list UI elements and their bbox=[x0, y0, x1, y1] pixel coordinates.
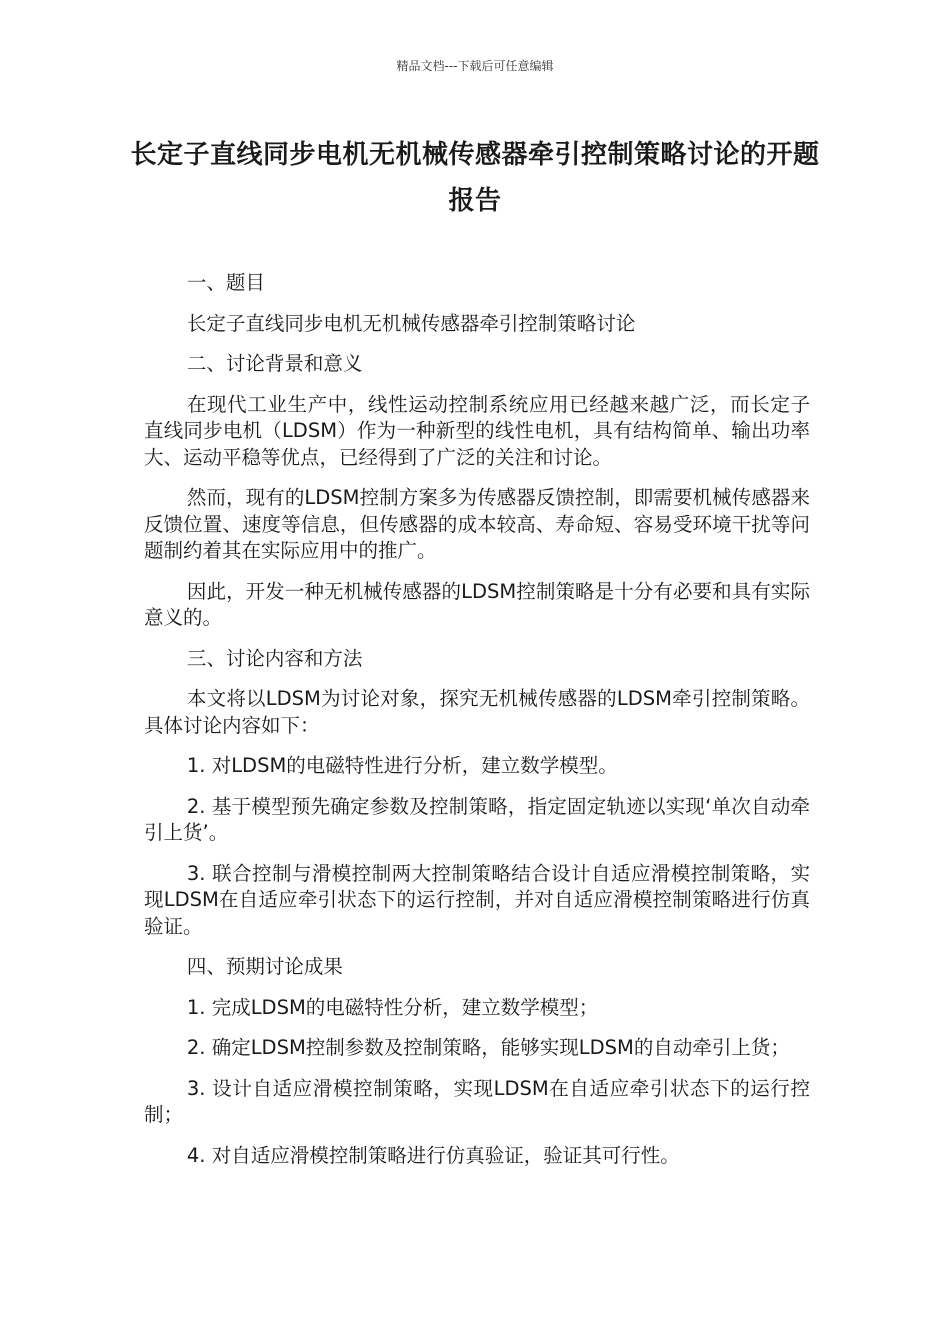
background-paragraph-2: 然而，现有的LDSM控制方案多为传感器反馈控制，即需要机械传感器来反馈位置、速度等信息，但传感器的成本较高、寿命短、容易受环境干扰等问题制约着其在实际应用中的推广。 bbox=[144, 486, 810, 562]
outcome-item-1: 1. 完成LDSM的电磁特性分析，建立数学模型； bbox=[186, 995, 599, 1019]
section-heading-background: 二、讨论背景和意义 bbox=[186, 352, 363, 375]
background-paragraph-1: 在现代工业生产中，线性运动控制系统应用已经越来越广泛，而长定子直线同步电机（LDSM）作为一种新型的线性电机，具有结构简单、输出功率大、运动平稳等优点，已经得到了广泛的关注和讨论。 bbox=[144, 392, 810, 469]
topic-text: 长定子直线同步电机无机械传感器牵引控制策略讨论 bbox=[186, 311, 636, 335]
section-heading-topic: 一、题目 bbox=[186, 271, 265, 294]
content-intro: 本文将以LDSM为讨论对象，探究无机械传感器的LDSM牵引控制策略。具体讨论内容如下： bbox=[144, 687, 810, 737]
document-body bbox=[144, 270, 810, 1183]
outcome-item-4: 4. 对自适应滑模控制策略进行仿真验证，验证其可行性。 bbox=[186, 1143, 680, 1167]
outcome-item-2: 2. 确定LDSM控制参数及控制策略，能够实现LDSM的自动牵引上货； bbox=[186, 1036, 790, 1059]
content-item-3: 3. 联合控制与滑模控制两大控制策略结合设计自适应滑模控制策略，实现LDSM在自适应牵引状态下的运行控制，并对自适应滑模控制策略进行仿真验证。 bbox=[144, 861, 810, 938]
content-item-1: 1. 对LDSM的电磁特性进行分析，建立数学模型。 bbox=[186, 754, 618, 777]
section-heading-outcomes: 四、预期讨论成果 bbox=[186, 955, 343, 978]
document-title: 长定子直线同步电机无机械传感器牵引控制策略讨论的开题报告 bbox=[130, 140, 820, 216]
outcome-item-3: 3. 设计自适应滑模控制策略，实现LDSM在自适应牵引状态下的运行控制； bbox=[144, 1076, 810, 1126]
content-item-2: 2. 基于模型预先确定参数及控制策略，指定固定轨迹以实现‘单次自动牵引上货’。 bbox=[144, 794, 810, 844]
background-paragraph-3: 因此，开发一种无机械传感器的LDSM控制策略是十分有必要和具有实际意义的。 bbox=[144, 579, 810, 629]
header-note: 精品文档---下载后可任意编辑 bbox=[396, 59, 554, 73]
section-heading-content: 三、讨论内容和方法 bbox=[186, 646, 363, 670]
